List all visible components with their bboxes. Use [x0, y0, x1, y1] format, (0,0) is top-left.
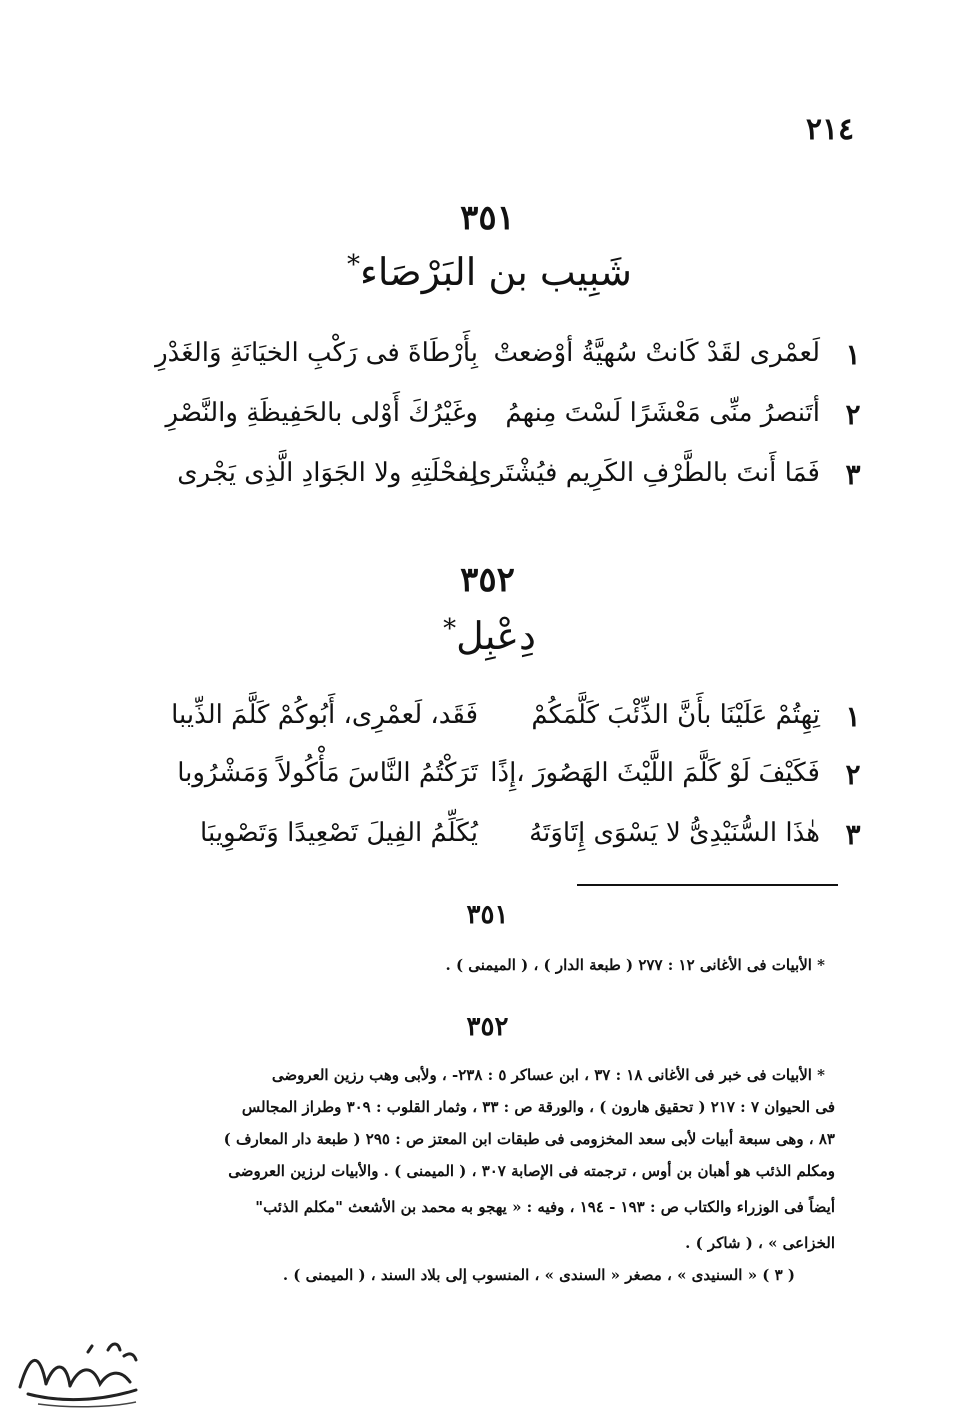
verse-line: [140, 700, 870, 752]
verse-second-hemistich: وغَيْرُكَ أَوْلى بالحَفِيظَةِ والنَّصْرِ: [165, 398, 478, 428]
note-line: فى الحيوان ٧ : ٢١٧ ( تحقيق هارون ) ، والورقة ص : ٣٣ ، وثمار القلوب : ٣٠٩ وطراز المجالس: [241, 1098, 835, 1116]
verse-second-hemistich: يُكَلِّمُ الفِيلَ تَصْعِيدًا وَتَصْوِيبَا: [200, 818, 478, 848]
note-line: ٨٣ ، وهى سبعة أبيات لأبى سعد المخزومى فى طبقات ابن المعتز ص : ٢٩٥ ( طبعة دار المعارف ): [223, 1130, 835, 1148]
verse-second-hemistich: تَرَكْتُمُ النَّاسَ مَأْكُولاً وَمَشْرُوبا: [177, 758, 478, 788]
verse-first-hemistich: أتَنصرُ منِّى مَعْشَرًا لَسْتَ مِنهمُ: [505, 398, 820, 428]
note-line: أيضاً فى الوزراء والكتاب ص : ١٩٣ - ١٩٤ ، وفيه : « يهجو به محمد بن الأشعث "مكلم الذئب": [255, 1198, 835, 1216]
verse-first-hemistich: تِهِتُمْ عَلَيْنَا بأَنَّ الذِّئْبَ كَلَّمَكُمْ: [531, 700, 820, 730]
note-number: ٣٥١: [466, 900, 509, 930]
footnote-star: *: [443, 614, 457, 644]
note-line: ومكلم الذئب هو أهبان بن أوس ، ترجمته فى الإصابة ٣٠٧ ، ( الميمنى ) . والأبيات لرزين العروضى: [228, 1162, 835, 1180]
verse-first-hemistich: فَكَيْفَ لَوْ كَلَّمَ اللَّيْثَ الهَصُورَ ،إِذًا: [490, 758, 820, 788]
poem-number: ٣٥١: [460, 198, 515, 238]
note-line: ( ٣ ) « السنيدى » ، مصغر « السندى » ، المنسوب إلى بلاد السند ، ( الميمنى ) .: [282, 1266, 795, 1284]
note-line: * الأبيات فى خبر فى الأغانى ١٨ : ٣٧ ، ابن عساكر ٥ : ٢٣٨- ، ولأبى وهب رزين العروضى: [271, 1066, 825, 1084]
verse-first-hemistich: لَعمْرى لقَدْ كَانتْ سُهيَّةُ أوْضعتْ: [493, 338, 820, 368]
poet-name-text: دِعْبِل: [456, 614, 536, 658]
verse-number: ٣: [845, 458, 861, 491]
verse-number: ٢: [845, 758, 861, 791]
verse-second-hemistich: بِأَرْطَاةَ فى رَكْبِ الخيَانَةِ وَالغَدْرِ: [155, 338, 478, 368]
poet-name-text: شَبِيب بن البَرْصَاء: [359, 250, 633, 294]
verse-second-hemistich: لِفحْلَتِهِ ولا الجَوَادِ الَّذِى يَجْرى: [177, 458, 478, 488]
note-line: * الأبيات فى الأغانى ١٢ : ٢٧٧ ( طبعة الدار ) ، ( الميمنى ) .: [445, 956, 825, 974]
verse-second-hemistich: فَقَد، لَعمْرِى، أَبُوكُمْ كَلَّمَ الذِّيبا: [171, 700, 478, 730]
poet-name: [0, 614, 975, 658]
footnote-star: *: [346, 250, 360, 280]
verse-first-hemistich: هٰذَا السُّنَيْدِىُّ لا يَسْوَى إِتَاوَتَهُ: [529, 818, 820, 848]
note-line: الخزاعى » ، ( شاكر ) .: [685, 1234, 835, 1252]
verse-number: ١: [845, 338, 861, 371]
verse-number: ٢: [845, 398, 861, 431]
verse-line: [140, 398, 870, 450]
page-number: ٢١٤: [805, 112, 855, 147]
verse-number: ١: [845, 700, 861, 733]
verse-line: [140, 758, 870, 810]
verse-line: [140, 818, 870, 870]
verse-number: ٣: [845, 818, 861, 851]
verse-line: [140, 458, 870, 510]
footnote-separator: [577, 884, 838, 886]
calligraphy-stamp: [8, 1332, 148, 1412]
verse-first-hemistich: فَمَا أَنتَ بالطَّرْفِ الكَرِيم فيُشْتَرى: [471, 458, 820, 488]
poet-name: [0, 250, 975, 294]
note-number: ٣٥٢: [466, 1012, 509, 1042]
verse-line: [140, 338, 870, 390]
poem-number: ٣٥٢: [460, 560, 515, 600]
